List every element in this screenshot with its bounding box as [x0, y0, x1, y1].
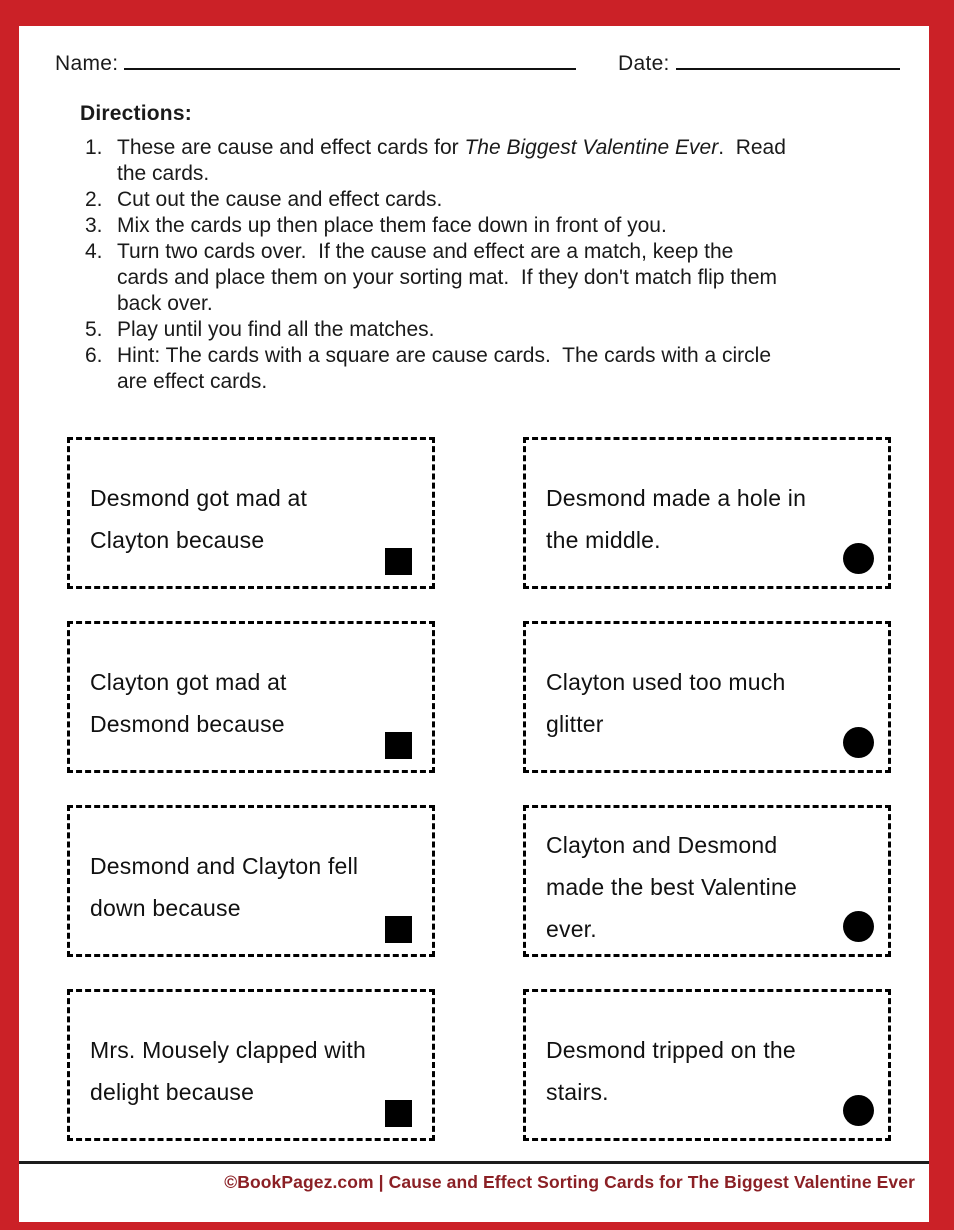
date-field [618, 50, 900, 76]
sorting-card [67, 805, 435, 957]
directions-section [80, 102, 792, 395]
direction-item [80, 239, 789, 317]
square-icon [385, 1100, 412, 1127]
list-number: 1. [85, 136, 103, 159]
card-text: Desmond and Clayton fell down because [90, 853, 359, 921]
direction-item [80, 187, 789, 213]
direction-text: Cut out the cause and effect cards. [117, 188, 443, 211]
circle-icon [843, 911, 874, 942]
square-icon [385, 732, 412, 759]
directions-list [80, 135, 792, 395]
name-field [55, 50, 576, 76]
sorting-card [67, 989, 435, 1141]
direction-text: Mix the cards up then place them face down in front of you. [117, 214, 667, 237]
sorting-card [523, 805, 891, 957]
card-text: Clayton and Desmond made the best Valentine ever. [546, 832, 797, 942]
sorting-cards-grid [67, 437, 891, 1141]
square-icon [385, 548, 412, 575]
card-text: Mrs. Mousely clapped with delight because [90, 1037, 366, 1105]
sorting-card [523, 621, 891, 773]
direction-text [117, 135, 792, 187]
card-text: Clayton used too much glitter [546, 669, 786, 737]
name-blank-line [124, 50, 576, 70]
list-number: 2. [85, 188, 103, 211]
direction-item [80, 317, 789, 343]
direction-text-part: These are cause and effect cards for [117, 136, 465, 159]
list-number: 5. [85, 318, 103, 341]
name-label: Name: [55, 52, 119, 75]
direction-text: Play until you find all the matches. [117, 318, 435, 341]
footer-divider [19, 1161, 929, 1164]
date-label: Date: [618, 52, 670, 75]
direction-text: Turn two cards over. If the cause and effect are a match, keep the cards and place them on your sorting mat. If they don't match flip them back over. [117, 240, 783, 315]
sorting-card [523, 989, 891, 1141]
card-text: Desmond tripped on the stairs. [546, 1037, 796, 1105]
direction-item [80, 213, 789, 239]
list-number: 4. [85, 240, 103, 263]
circle-icon [843, 727, 874, 758]
card-text: Clayton got mad at Desmond because [90, 669, 287, 737]
direction-item [80, 343, 789, 395]
square-icon [385, 916, 412, 943]
book-title: The Biggest Valentine Ever [464, 136, 719, 159]
circle-icon [843, 543, 874, 574]
list-number: 6. [85, 344, 103, 367]
direction-text-part: . Read the cards. [117, 136, 792, 185]
direction-item [80, 135, 792, 187]
circle-icon [843, 1095, 874, 1126]
sorting-card [523, 437, 891, 589]
card-text: Desmond got mad at Clayton because [90, 485, 308, 553]
direction-text: Hint: The cards with a square are cause cards. The cards with a circle are effect cards. [117, 344, 777, 393]
directions-heading: Directions: [80, 102, 192, 125]
sorting-card [67, 437, 435, 589]
sorting-card [67, 621, 435, 773]
footer-credit: ©BookPagez.com | Cause and Effect Sorting Cards for The Biggest Valentine Ever [224, 1172, 915, 1192]
card-text: Desmond made a hole in the middle. [546, 485, 807, 553]
date-blank-line [676, 50, 900, 70]
list-number: 3. [85, 214, 103, 237]
